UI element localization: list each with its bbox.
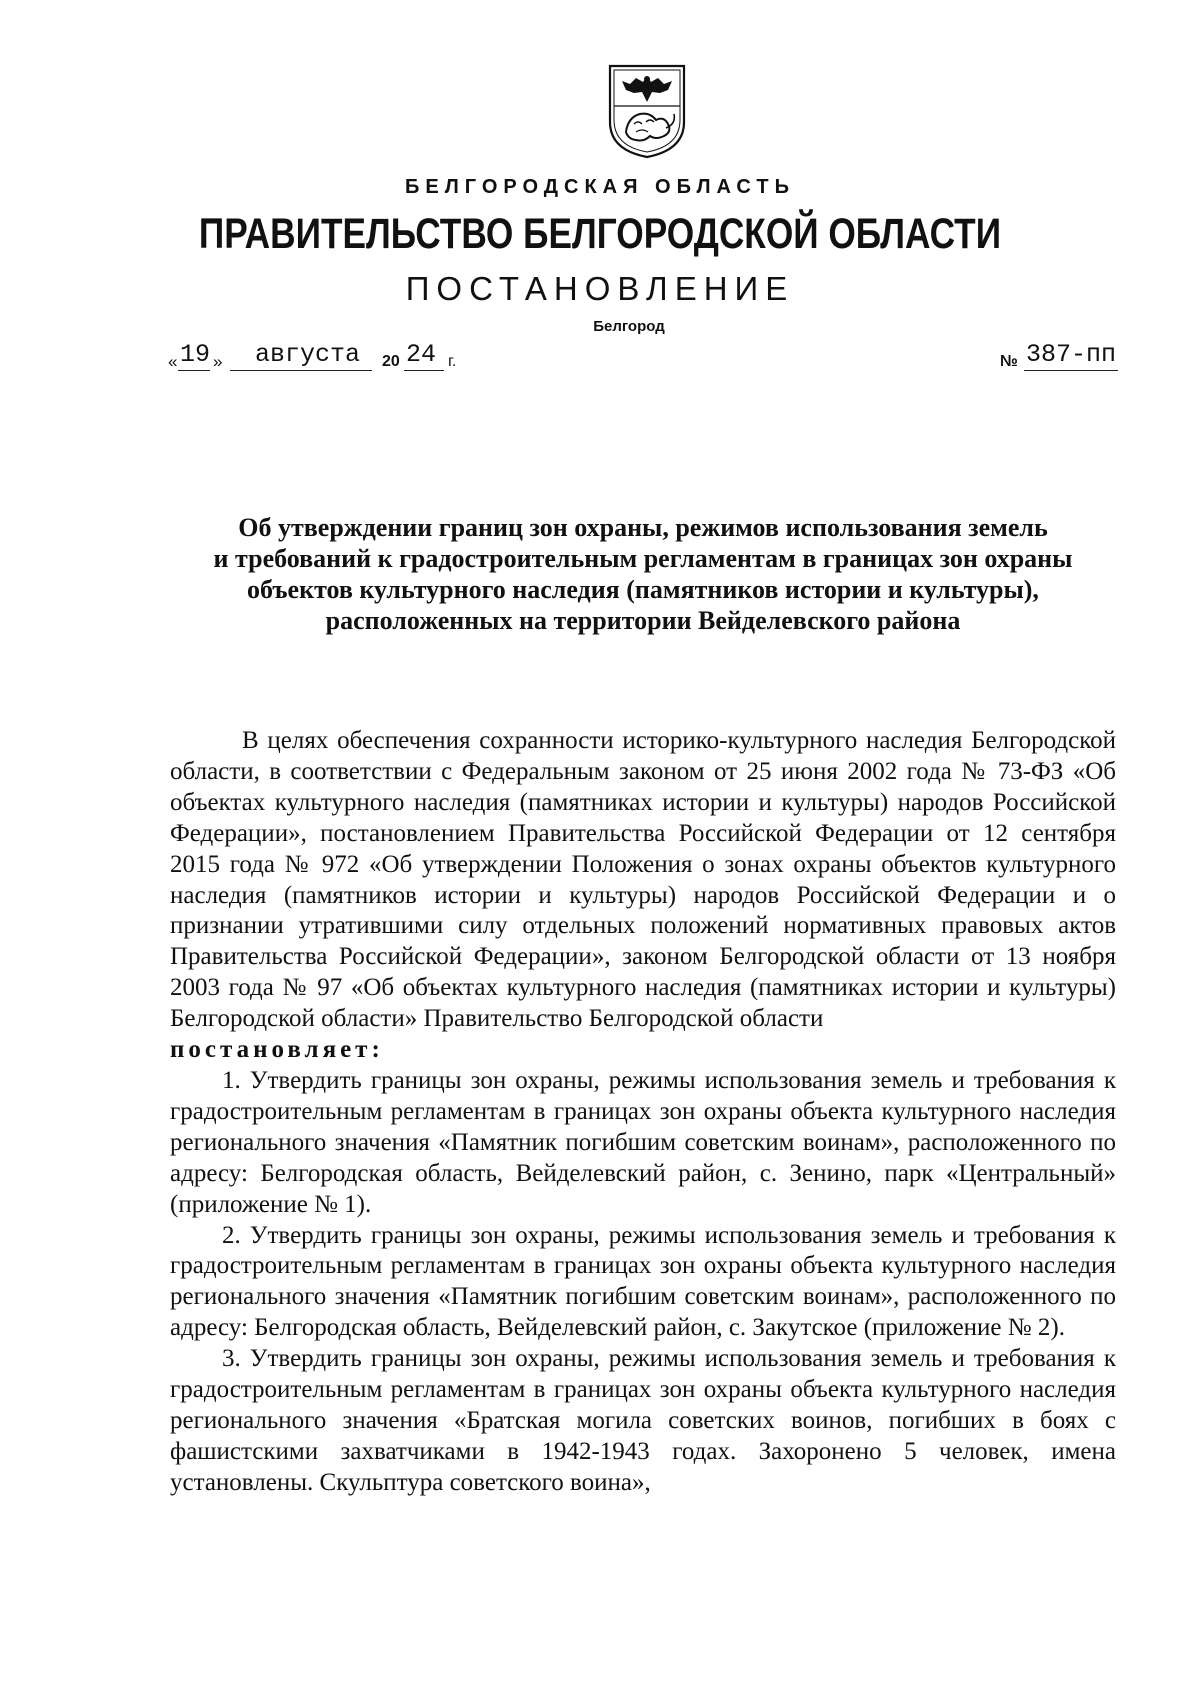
city-name: Белгород <box>593 318 665 335</box>
date-month: августа <box>255 340 361 369</box>
title-line: объектов культурного наследия (памятников истории и культуры), <box>247 575 1039 604</box>
number-mark: № <box>1000 353 1018 370</box>
preamble-text: В целях обеспечения сохранности историко-культурного наследия Белгородской области, в соответствии с Федеральным законом от 25 июня 2002 года № 73-ФЗ «Об объектах культурного наследия (памятниках истории и культуры) народов Российской Федерации», постановлением Правительства Российской Федерации от 12 сентября 2015 года № 972 «Об утверждении Положения о зонах охраны объектов культурного наследия (памятников истории и культуры) народов Российской Федерации и о признании утратившими силу отдельных положений нормативных правовых актов Правительства Российской Федерации», законом Белгородской области от 13 ноября 2003 года № 97 «Об объектах культурного наследия (памятниках истории и культуры) Белгородской области» Правительство Белгородской области <box>170 727 1116 1033</box>
document-number: 387-пп <box>1026 340 1117 369</box>
document-body <box>170 726 1116 1499</box>
document-title <box>170 512 1116 636</box>
coat-of-arms-icon <box>606 62 688 160</box>
date-and-number-line <box>168 340 1118 376</box>
year-mark: г. <box>448 353 457 370</box>
number-underline <box>1024 370 1118 371</box>
item-paragraph: 1. Утвердить границы зон охраны, режимы использования земель и требования к градостроительным регламентам в границах зон охраны объекта культурного наследия регионального значения «Памятник погибшим советским воинам», расположенного по адресу: Белгородская область, Вейделевский район, с. Зенино, парк «Центральный» (приложение № 1). <box>170 1066 1116 1218</box>
quote-close: » <box>213 352 223 371</box>
title-line: расположенных на территории Вейделевского района <box>325 606 961 635</box>
date-year: 24 <box>406 340 437 369</box>
year-underline <box>404 370 444 371</box>
item-paragraph: 3. Утвердить границы зон охраны, режимы использования земель и требования к градостроительным регламентам в границах зон охраны объекта культурного наследия регионального значения «Братская могила советских воинов, погибших в боях с фашистскими захватчиками в 1942-1943 годах. Захоронено 5 человек, имена установлены. Скульптура советского воина», <box>170 1345 1116 1496</box>
month-underline <box>230 370 372 371</box>
item-paragraph: 2. Утвердить границы зон охраны, режимы использования земель и требования к градостроительным регламентам в границах зон охраны объекта культурного наследия регионального значения «Памятник погибшим советским воинам», расположенного по адресу: Белгородская область, Вейделевский район, с. Закутское (приложение № 2). <box>170 1221 1116 1342</box>
document-type: ПОСТАНОВЛЕНИЕ <box>405 270 795 307</box>
title-line: Об утверждении границ зон охраны, режимов использования земель <box>238 513 1048 542</box>
quote-open: « <box>168 352 178 371</box>
title-line: и требований к градостроительным регламентам в границах зон охраны <box>213 544 1073 573</box>
day-underline <box>178 370 210 371</box>
year-prefix: 20 <box>382 353 400 370</box>
government-name: ПРАВИТЕЛЬСТВО БЕЛГОРОДСКОЙ ОБЛАСТИ <box>198 210 1002 258</box>
region-name: БЕЛГОРОДСКАЯ ОБЛАСТЬ <box>405 176 795 198</box>
resolves-word: постановляет: <box>170 1036 384 1064</box>
date-day: 19 <box>180 340 211 369</box>
preamble-paragraph <box>170 726 1116 1066</box>
